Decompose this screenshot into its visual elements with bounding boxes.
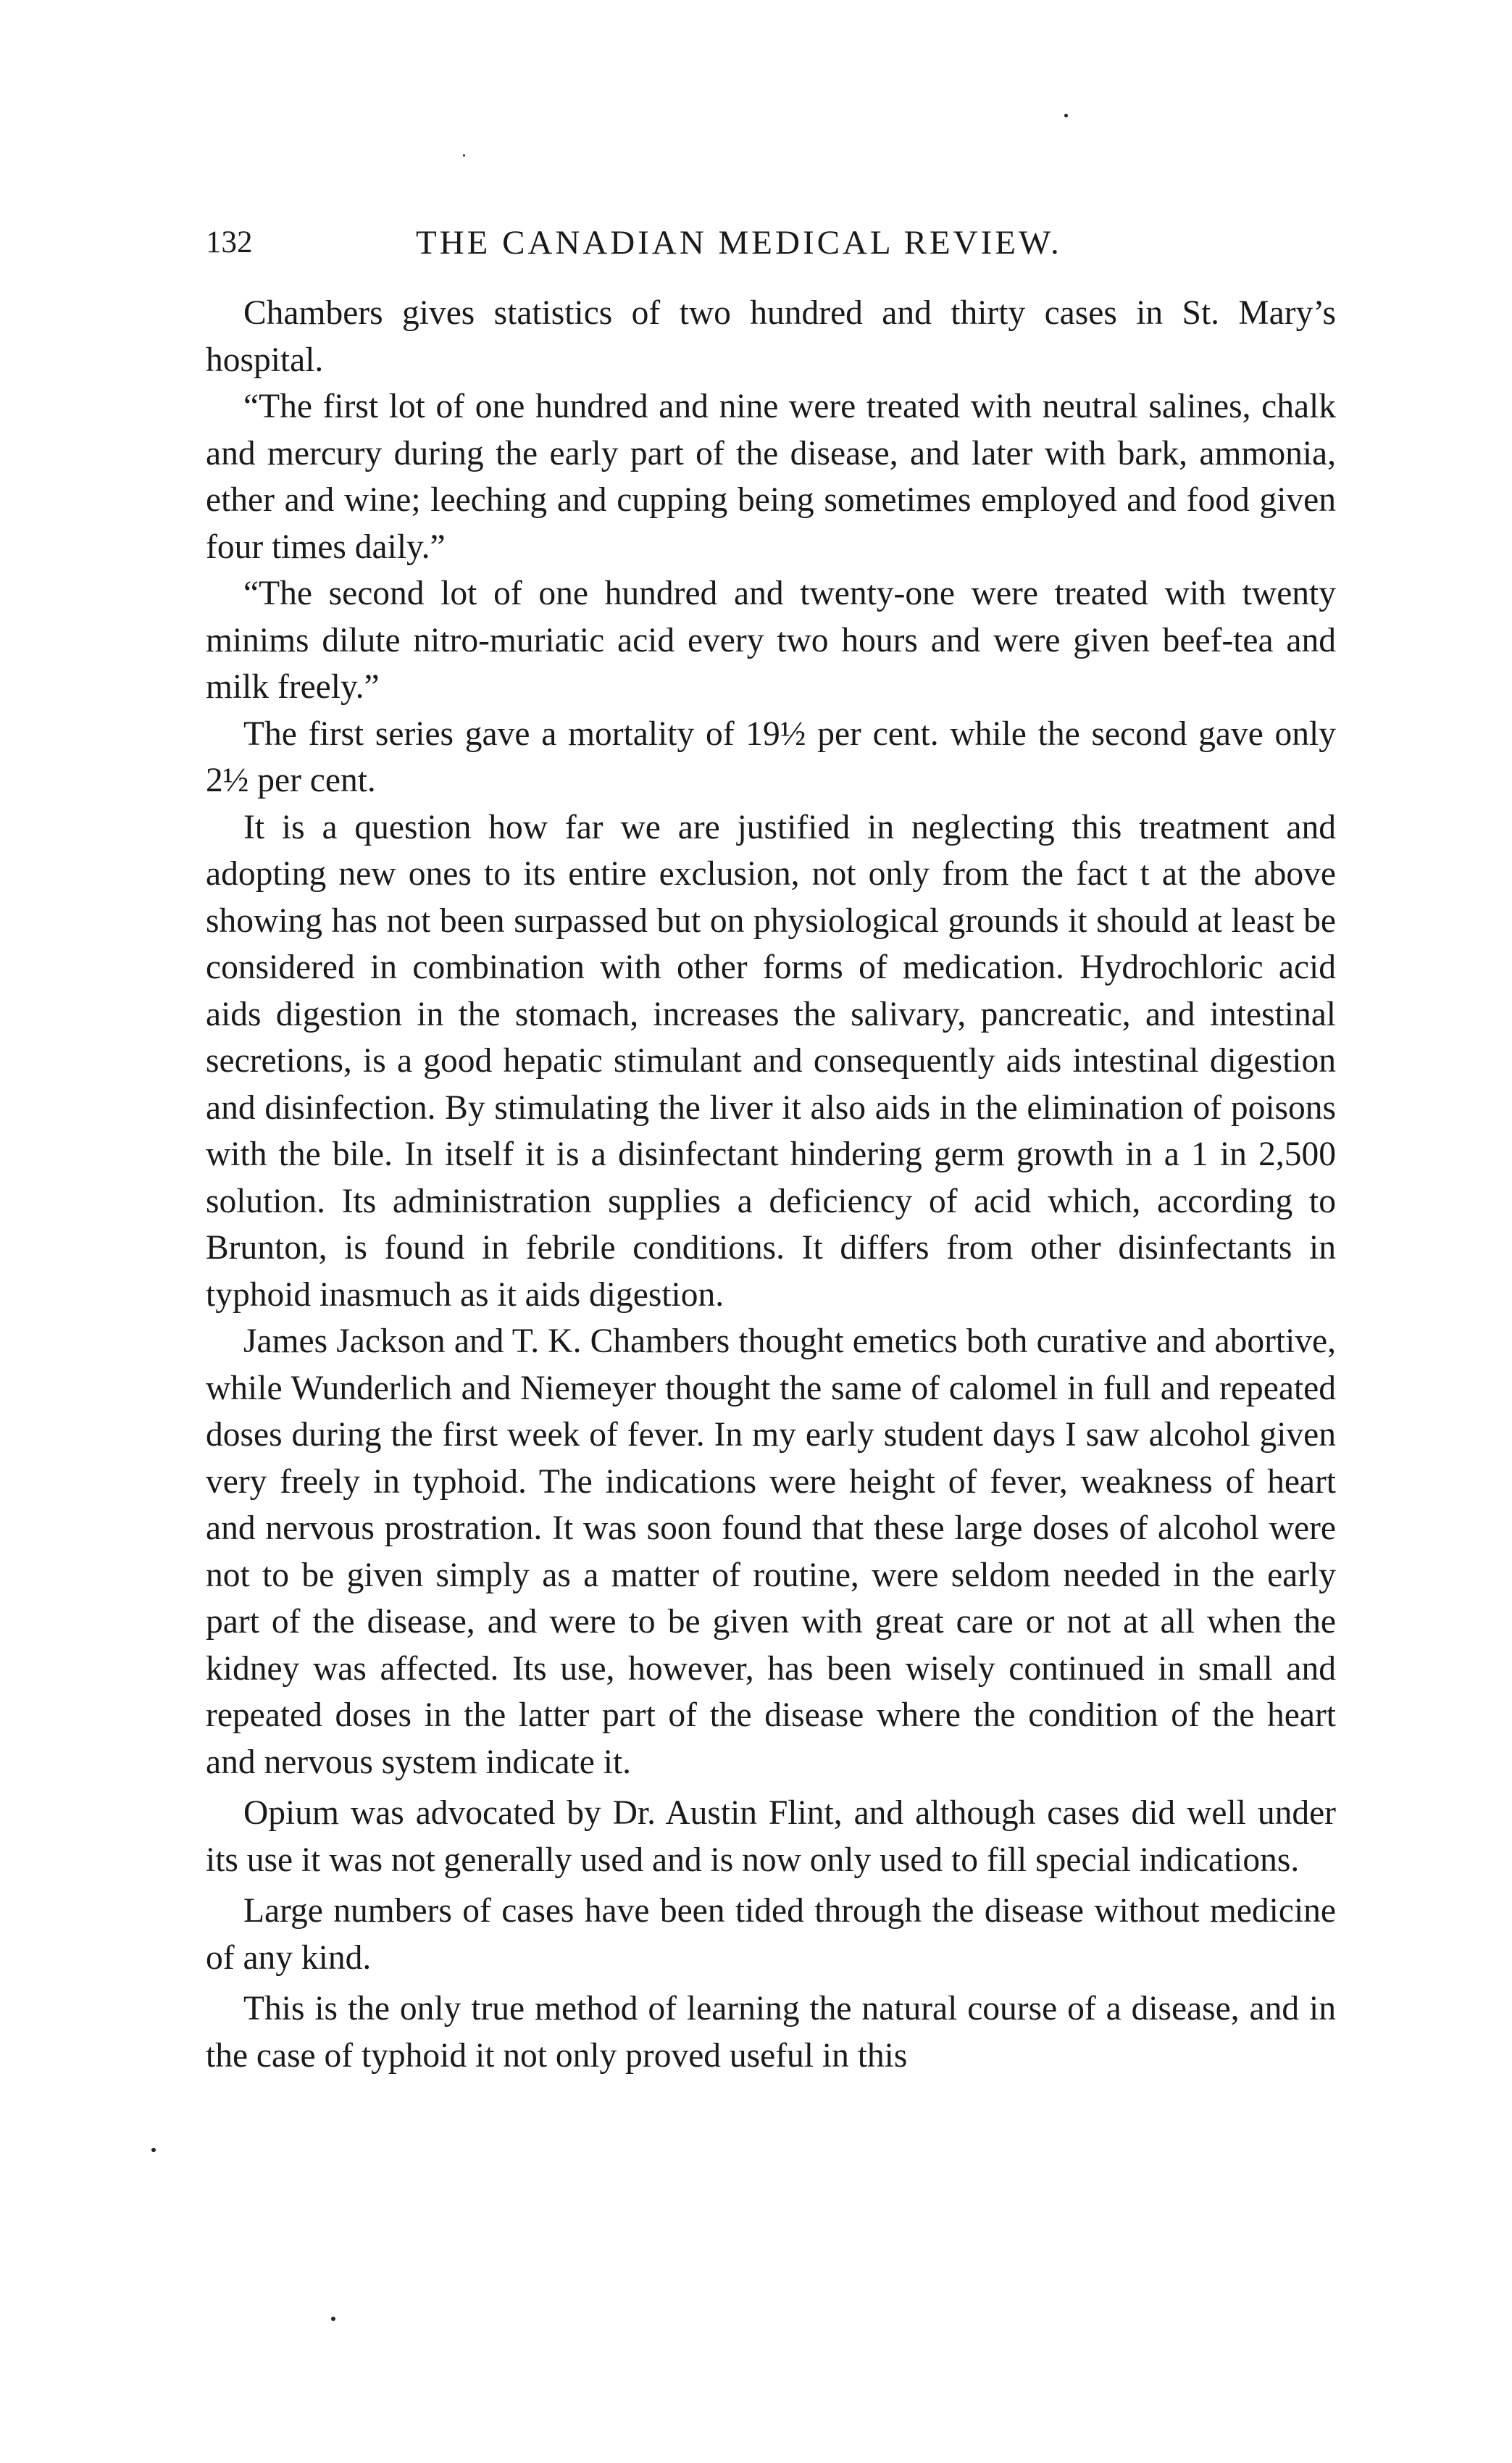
ink-speck bbox=[151, 2148, 156, 2152]
paragraph: James Jackson and T. K. Chambers thought emetics both curative and abortive, while Wunderlich and Niemeyer thought the same of calomel in full and repeated doses during the first week of fever. In my early student days I saw alcohol given very freely in typhoid. The indications were height of fever, weakness of heart and nervous prostration. It was soon found that these large doses of alcohol were not to be given simply as a matter of routine, were seldom needed in the early part of the disease, and were to be given with great care or not at all when the kidney was affected. Its use, however, has been wisely continued in small and repeated doses in the latter part of the disease where the condition of the heart and nervous system indicate it. bbox=[206, 1322, 1336, 1781]
running-title: THE CANADIAN MEDICAL REVIEW. bbox=[416, 224, 1062, 262]
ink-speck bbox=[463, 154, 465, 157]
paragraph: This is the only true method of learning the natural course of a disease, and in the case of typhoid it not only proved useful in this bbox=[206, 1990, 1336, 2075]
paragraph: The first series gave a mortality of 19½ per cent. while the second gave only 2½ per cent. bbox=[206, 714, 1336, 799]
ink-speck bbox=[1064, 114, 1068, 117]
paragraph: It is a question how far we are justified in neglecting this treatment and adopting new ones to its entire exclusion, not only from the fact t at the above showing has not been surpassed but on physiological grounds it should at least be considered in combination with other forms of medication. Hydrochloric acid aids digestion in the stomach, increases the salivary, pancreatic, and intestinal secretions, is a good hepatic stimulant and consequently aids intestinal digestion and disinfection. By stimulating the liver it also aids in the elimination of poisons with the bile. In itself it is a disinfectant hindering germ growth in a 1 in 2,500 solution. Its administration supplies a deficiency of acid which, according to Brunton, is found in febrile conditions. It differs from other disinfectants in typhoid inasmuch as it aids digestion. bbox=[206, 808, 1336, 1314]
article-body bbox=[206, 290, 1336, 2079]
page-number: 132 bbox=[206, 225, 253, 259]
paragraph: Opium was advocated by Dr. Austin Flint, and although cases did well under its use it was not generally used and is now only used to fill special indications. bbox=[206, 1794, 1336, 1879]
page-header bbox=[206, 217, 1336, 268]
paragraph: “The first lot of one hundred and nine were treated with neutral salines, chalk and mercury during the early part of the disease, and later with bark, ammonia, ether and wine; leeching and cupping being sometimes employed and food given four times daily.” bbox=[206, 388, 1336, 566]
paragraph: Chambers gives statistics of two hundred and thirty cases in St. Mary’s hospital. bbox=[206, 294, 1336, 379]
paragraph: “The second lot of one hundred and twenty-one were treated with twenty minims dilute nitro-muriatic acid every two hours and were given beef-tea and milk freely.” bbox=[206, 575, 1336, 706]
paragraph: Large numbers of cases have been tided through the disease without medicine of any kind. bbox=[206, 1892, 1336, 1977]
ink-speck bbox=[331, 2317, 335, 2321]
